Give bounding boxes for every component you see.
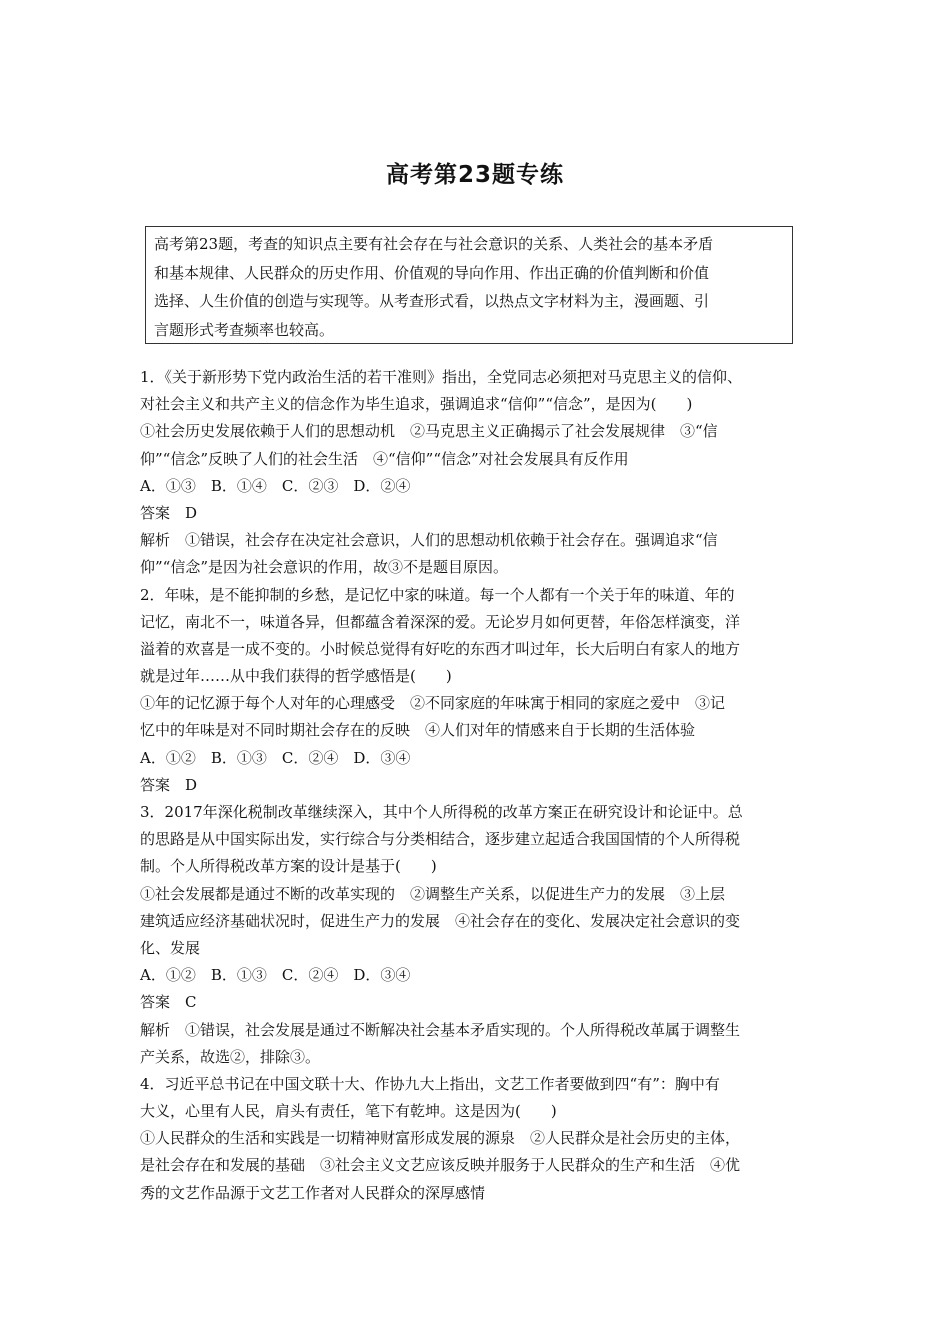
question-1-analysis: 仰”“信念”是因为社会意识的作用，故③不是题目原因。 (140, 558, 509, 577)
question-1-statements: ①社会历史发展依赖于人们的思想动机 ②马克思主义正确揭示了社会发展规律 ③“信 (140, 422, 718, 441)
question-3-statements: 建筑适应经济基础状况时，促进生产力的发展 ④社会存在的变化、发展决定社会意识的变 (140, 911, 741, 930)
question-3-statements: ①社会发展都是通过不断的改革实现的 ②调整生产关系，以促进生产力的发展 ③上层 (140, 884, 726, 903)
question-3-stem: 的思路是从中国实际出发，实行综合与分类相结合，逐步建立起适合我国国情的个人所得税 (140, 830, 741, 849)
intro-line: 言题形式考查频率也较高。 (154, 320, 335, 339)
page-title: 高考第23题专练 (385, 162, 564, 188)
question-1-answer: 答案 D (140, 503, 198, 522)
question-3-stem: 3．2017年深化税制改革继续深入，其中个人所得税的改革方案正在研究设计和论证中。总 (140, 803, 743, 821)
question-2-options: A．①② B．①③ C．②④ D．③④ (140, 748, 411, 767)
question-2-stem: 2．年味，是不能抑制的乡愁，是记忆中家的味道。每一个人都有一个关于年的味道、年的 (140, 585, 735, 604)
question-4-stem: 4．习近平总书记在中国文联十大、作协九大上指出，文艺工作者要做到四“有”：胸中有 (140, 1074, 720, 1093)
question-2-statements: ①年的记忆源于每个人对年的心理感受 ②不同家庭的年味寓于相同的家庭之爱中 ③记 (140, 694, 726, 713)
question-1-stem: 1．《关于新形势下党内政治生活的若干准则》指出，全党同志必须把对马克思主义的信仰、 (140, 368, 743, 386)
question-3-options: A．①② B．①③ C．②④ D．③④ (140, 966, 411, 985)
question-2-stem: 记忆，南北不一，味道各异，但都蕴含着深深的爱。无论岁月如何更替，年俗怎样演变，洋 (140, 612, 741, 631)
question-2-statements: 忆中的年味是对不同时期社会存在的反映 ④人们对年的情感来自于长期的生活体验 (140, 721, 696, 740)
question-2-answer: 答案 D (140, 775, 198, 794)
intro-line: 高考第23题，考查的知识点主要有社会存在与社会意识的关系、人类社会的基本矛盾 (154, 235, 714, 253)
question-1-statements: 仰”“信念”反映了人们的社会生活 ④“信仰”“信念”对社会发展具有反作用 (140, 449, 629, 468)
intro-line: 选择、人生价值的创造与实现等。从考查形式看，以热点文字材料为主，漫画题、引 (154, 292, 710, 310)
question-3-answer: 答案 C (140, 993, 197, 1012)
question-3-statements: 化、发展 (140, 938, 201, 957)
question-1-stem: 对社会主义和共产主义的信念作为毕生追求，强调追求“信仰”“信念”，是因为( ) (140, 395, 693, 414)
question-3-analysis: 产关系，故选②，排除③。 (140, 1047, 321, 1066)
question-content (140, 364, 820, 1207)
question-1-analysis: 解析 ①错误，社会存在决定社会意识，人们的思想动机依赖于社会存在。强调追求“信 (140, 531, 718, 550)
intro-line: 和基本规律、人民群众的历史作用、价值观的导向作用、作出正确的价值判断和价值 (154, 263, 710, 282)
question-4-stem: 大义，心里有人民，肩头有责任，笔下有乾坤。这是因为( ) (140, 1102, 557, 1121)
question-4-statements: ①人民群众的生活和实践是一切精神财富形成发展的源泉 ②人民群众是社会历史的主体， (140, 1129, 741, 1148)
question-1-options: A．①③ B．①④ C．②③ D．②④ (140, 476, 411, 495)
question-4-statements: 秀的文艺作品源于文艺工作者对人民群众的深厚感情 (140, 1183, 486, 1202)
question-2-stem: 溢着的欢喜是一成不变的。小时候总觉得有好吃的东西才叫过年，长大后明白有家人的地方 (140, 639, 741, 658)
question-3-stem: 制。个人所得税改革方案的设计是基于( ) (140, 857, 437, 876)
question-3-analysis: 解析 ①错误，社会发展是通过不断解决社会基本矛盾实现的。个人所得税改革属于调整生 (140, 1020, 741, 1039)
question-4-statements: 是社会存在和发展的基础 ③社会主义文艺应该反映并服务于人民群众的生产和生活 ④优 (140, 1156, 741, 1175)
intro-box (145, 226, 793, 344)
question-2-stem: 就是过年……从中我们获得的哲学感悟是( ) (140, 667, 452, 686)
